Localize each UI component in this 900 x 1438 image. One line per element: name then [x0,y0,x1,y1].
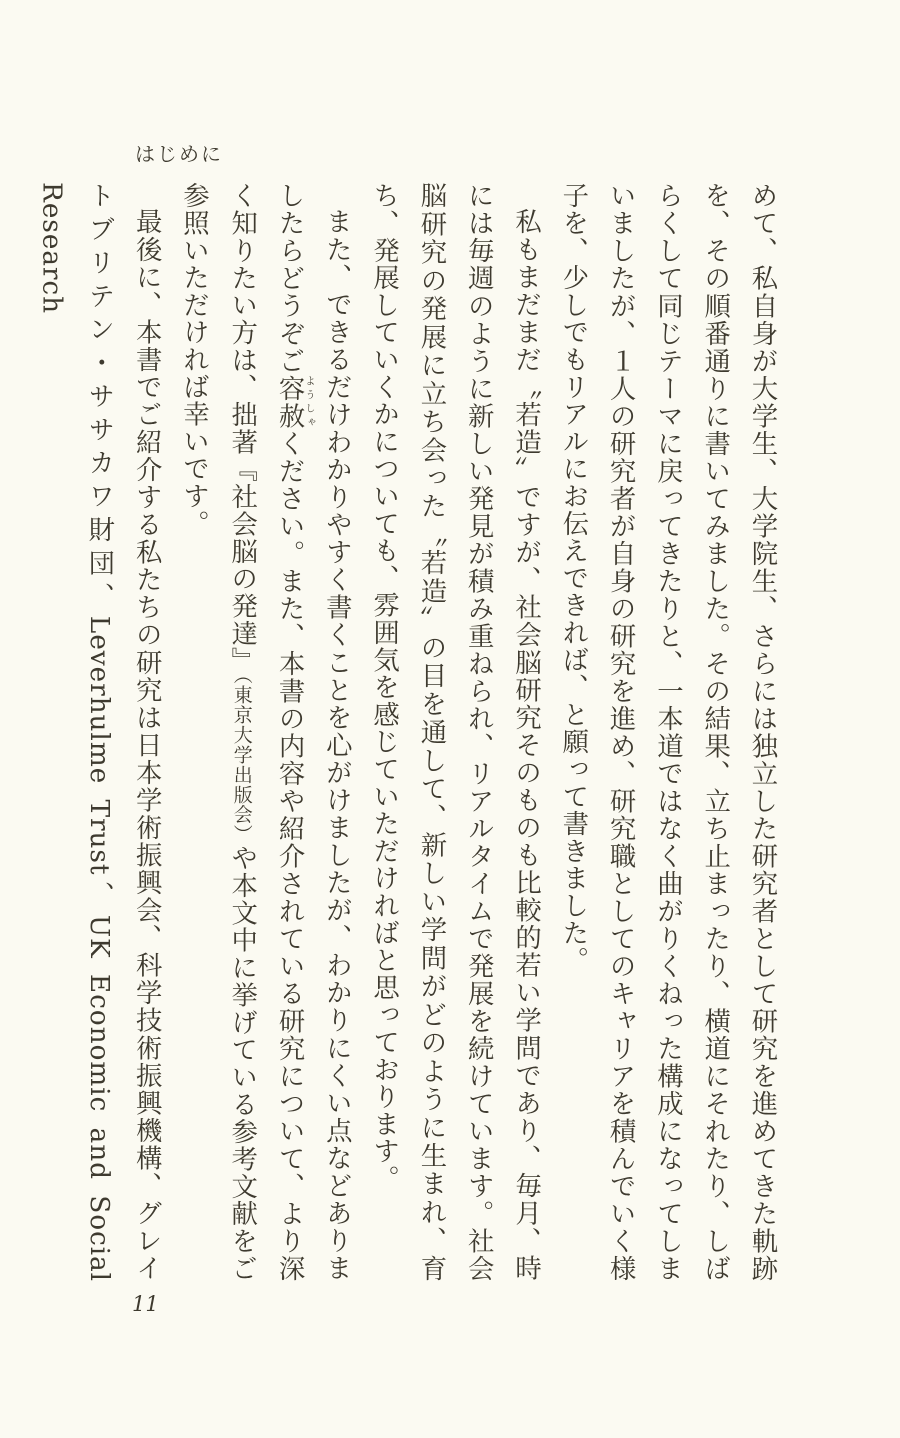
paragraph-2: 私もまだまだ〝若造〟ですが、社会脳研究そのものも比較的若い学問であり、毎月、時には毎週のように新しい発見が積み重ねられ、リアルタイムで発展を続けています。社会脳研究の発展に立ち会った〝若造〟の目を通して、新しい学問がどのように生まれ、育ち、発展していくかについても、雰囲気を感じていただければと思っております。 [368,182,542,1282]
publisher-note: （東京大学出版会） [230,674,253,845]
page-header-title: はじめに [135,142,223,166]
page-number: 11 [132,1292,159,1316]
paragraph-1: めて、私自身が大学生、大学院生、さらには独立した研究者として研究を進めてきた軌跡を、その順番通りに書いてみました。その結果、立ち止まったり、横道にそれたり、しばらくして同じテーマに戻ってきたりと、一本道ではなく曲がりくねった構成になってしまいましたが、１人の研究者が自身の研究を進め、研究職としてのキャリアを積んでいく様子を、少しでもリアルにお伝えできれば、と願って書きました。 [557,182,778,1282]
ruby-reading: ようしゃ [303,374,315,430]
paragraph-3-part2: ください。また、本書の内容や紹介されている研究について、より深く知りたい方は、拙著『社会脳の発達』 [226,182,306,1282]
ruby-base: 容赦 [274,374,306,430]
paragraph-3-part1: また、できるだけわかりやすく書くことを心がけましたが、わかりにくい点などありましたらどうぞご [274,182,353,1282]
paragraph-3 [170,182,360,1282]
paragraph-4: 最後に、本書でご紹介する私たちの研究は日本学術振興会、科学技術振興機構、グレイトブリテン・ササカワ財団、Leverhulme Trust、UK Economic and Social Research [36,182,163,1282]
ruby-word [274,374,315,430]
paragraph-3-part3: や本文中に挙げている参考文献をご参照いただければ幸いです。 [178,182,258,1282]
body-text-column [36,182,786,1282]
